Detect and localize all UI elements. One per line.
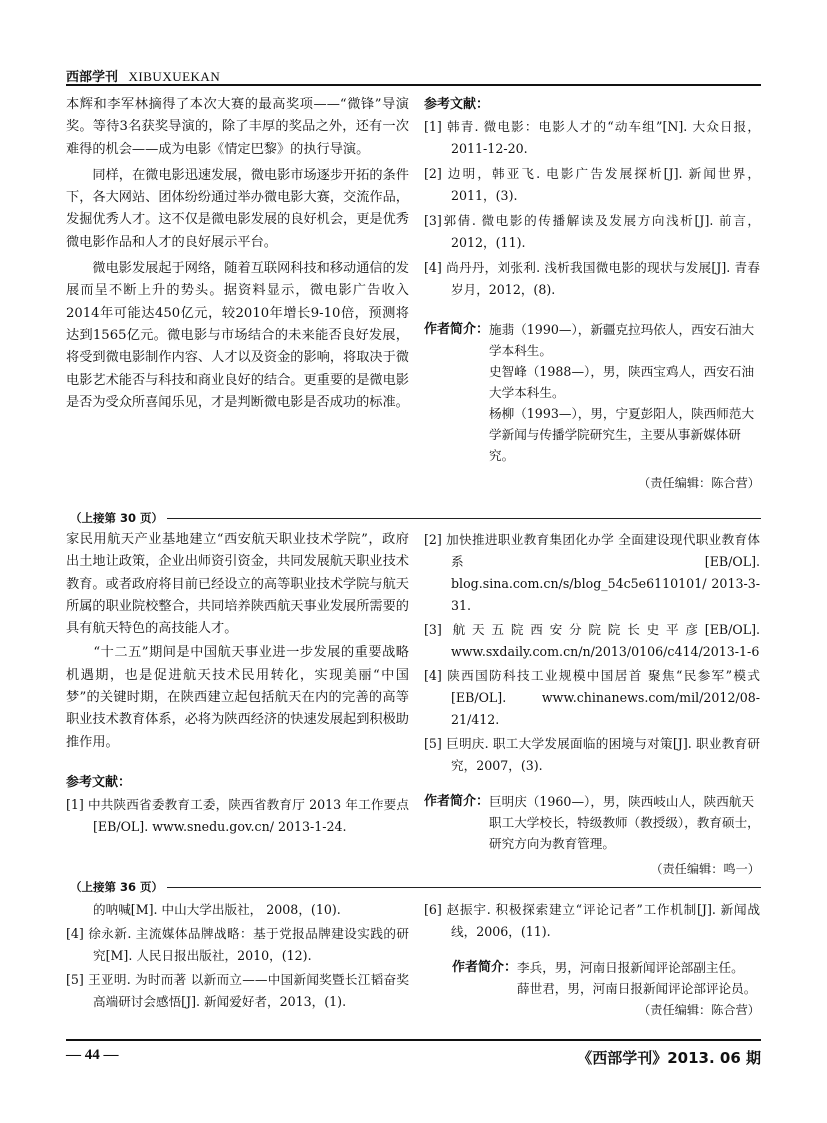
author-entry: 薛世君，男，河南日报新闻评论部评论员。 <box>517 981 757 996</box>
section-1-right-column <box>424 94 760 491</box>
author-bio <box>424 791 760 854</box>
author-entry: 李兵，男，河南日报新闻评论部副主任。 <box>517 960 744 975</box>
running-header <box>66 66 220 85</box>
reference-item: [2] 加快推进职业教育集团化办学 全面建设现代职业教育体系[EB/OL]. blog.sina.com.cn/s/blog_54c5e6110101/ 2013-3-31. <box>424 532 760 613</box>
reference-item: [2] 边明，韩亚飞. 电影广告发展探析[J]. 新闻世界，2011，(3). <box>424 166 760 203</box>
journal-name: 西部学刊 <box>66 70 119 85</box>
responsible-editor: （责任编辑：鸣一） <box>650 862 760 876</box>
section-divider <box>66 887 761 888</box>
reference-item: [5] 巨明庆. 职工大学发展面临的困境与对策[J]. 职业教育研究，2007，(3). <box>424 736 760 773</box>
section-2-left-column <box>66 529 409 838</box>
author-entry: 史智峰（1988—），男，陕西宝鸡人，西安石油大学本科生。 <box>489 364 755 400</box>
reference-item: [4] 徐永新. 主流媒体品牌战略：基于党报品牌建设实践的研究[M]. 人民日报出版社，2010，(12). <box>66 926 409 963</box>
section-2-right-column <box>424 529 760 877</box>
reference-item: [4] 陕西国防科技工业规模中国居首 聚焦“民参军”模式[EB/OL]. www.chinanews.com/mil/2012/08-21/412. <box>424 668 760 727</box>
reference-item: [4] 尚丹丹，刘张利. 浅析我国微电影的现状与发展[J]. 青春岁月，2012，(8). <box>424 260 760 297</box>
page-number: — 44 — <box>66 1047 119 1063</box>
author-bio-label: 作者简介： <box>424 322 490 337</box>
section-3-left-column <box>66 899 409 1013</box>
references-heading: 参考文献： <box>66 774 132 790</box>
continued-from-label: （上接第 36 页） <box>66 879 167 895</box>
author-entry: 施翡（1990—），新疆克拉玛依人，西安石油大学本科生。 <box>489 322 755 358</box>
reference-item: [1] 中共陕西省委教育工委，陕西省教育厅 2013 年工作要点[EB/OL]. www.snedu.gov.cn/ 2013-1-24. <box>66 796 409 834</box>
paragraph: 本辉和李军林摘得了本次大赛的最高奖项——“微锋”导演奖。等待3名获奖导演的，除了丰厚的奖品之外，还有一次难得的机会——成为电影《情定巴黎》的执行导演。 <box>66 97 409 157</box>
author-bio-label: 作者简介： <box>424 794 490 809</box>
journal-latin-name: XIBUXUEKAN <box>128 69 221 84</box>
reference-item-continued: 的呐喊[M]. 中山大学出版社， 2008，(10). <box>93 902 341 917</box>
author-bio <box>424 957 760 999</box>
reference-item: [6] 赵振宇. 积极探索建立“评论记者”工作机制[J]. 新闻战线，2006，(11). <box>424 902 760 939</box>
responsible-editor: （责任编辑：陈合营） <box>638 1003 760 1017</box>
section-3-right-column <box>424 899 760 1018</box>
reference-item: [3]郭倩. 微电影的传播解读及发展方向浅析[J]. 前言，2012，(11). <box>424 213 760 250</box>
paragraph: 微电影发展起于网络，随着互联网科技和移动通信的发展而呈不断上升的势头。据资料显示，微电影广告收入2014年可能达450亿元，较2010年增长9-10倍，预测将达到1565亿元。微电影与市场结合的未来能否良好发展，将受到微电影制作内容、人才以及资金的影响，将取决于微电影艺术能否与科技和商业良好的结合。更重要的是微电影是否为受众所喜闻乐见，才是判断微电影是否成功的标准。 <box>66 261 409 410</box>
header-rule <box>66 84 761 86</box>
author-bio-label: 作者简介： <box>452 960 518 975</box>
section-1-left-column <box>66 94 409 414</box>
reference-item: [1] 韩青. 微电影：电影人才的“动车组”[N]. 大众日报，2011-12-20. <box>424 119 760 156</box>
references-heading: 参考文献： <box>424 97 490 112</box>
footer-journal-issue: 《西部学刊》2013. 06 期 <box>577 1049 761 1067</box>
author-entry: 巨明庆（1960—），男，陕西岐山人，陕西航天职工大学校长，特级教师（教授级），教育硕士，研究方向为教育管理。 <box>489 794 760 851</box>
paragraph: 同样，在微电影迅速发展，微电影市场逐步开拓的条件下，各大网站、团体纷纷通过举办微电影大赛，交流作品，发掘优秀人才。这不仅是微电影发展的良好机会，更是优秀微电影作品和人才的良好展示平台。 <box>66 167 409 250</box>
section-divider <box>66 518 761 519</box>
responsible-editor: （责任编辑：陈合营） <box>638 476 760 490</box>
author-entry: 杨柳（1993—），男，宁夏彭阳人，陕西师范大学新闻与传播学院研究生，主要从事新媒体研究。 <box>489 406 755 463</box>
continued-from-label: （上接第 30 页） <box>66 510 167 526</box>
author-bio <box>424 319 760 466</box>
reference-item: [3] 航天五院西安分院院长史平彦[EB/OL]. www.sxdaily.com.cn/n/2013/0106/c414/2013-1-6 <box>424 622 760 659</box>
paragraph: 家民用航天产业基地建立“西安航天职业技术学院”，政府出土地让政策，企业出师资引资金，共同发展航天职业技术教育。或者政府将目前已经设立的高等职业技术学院与航天所属的职业院校整合，共同培养陕西航天事业发展所需要的具有航天特色的高技能人才。 <box>66 532 409 637</box>
paragraph: “十二五”期间是中国航天事业进一步发展的重要战略机遇期，也是促进航天技术民用转化，实现美丽“中国梦”的关键时期，在陕西建立起包括航天在内的完善的高等职业技术教育体系，必将为陕西经济的快速发展起到积极助推作用。 <box>66 645 409 750</box>
reference-item: [5] 王亚明. 为时而著 以新而立——中国新闻奖暨长江韬奋奖高端研讨会感悟[J]. 新闻爱好者，2013，(1). <box>66 972 409 1009</box>
footer-rule <box>66 1039 761 1041</box>
